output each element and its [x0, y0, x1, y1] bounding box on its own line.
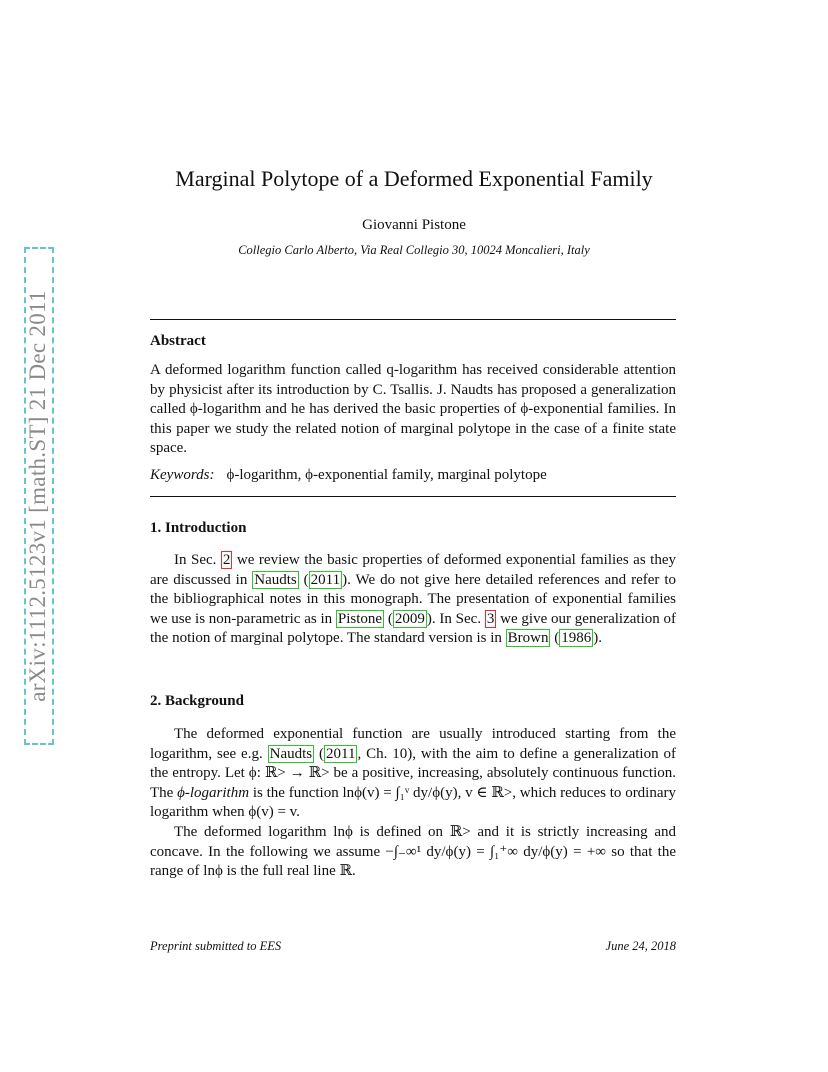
abstract-top-rule [150, 319, 676, 320]
keywords [150, 467, 547, 484]
citation-naudts-year[interactable]: 2011 [310, 571, 341, 588]
affiliation: Collegio Carlo Alberto, Via Real Collegio 30, 10024 Moncalieri, Italy [238, 243, 590, 257]
footer-preprint: Preprint submitted to EES [150, 939, 282, 953]
paper-title: Marginal Polytope of a Deformed Exponential Family [175, 166, 653, 191]
citation-naudts-year-2[interactable]: 2011 [326, 745, 356, 762]
citation-brown[interactable]: Brown [507, 630, 549, 647]
abstract-text: A deformed logarithm function called q-logarithm has received considerable attention by physicist after its introduction by C. Tsallis. J. Naudts has proposed a generalization called ϕ-logarithm and he has derived the basic properties of ϕ-exponential families. In this paper we study the related notion of marginal polytope in the case of a finite state space. [150, 362, 676, 457]
keywords-text: ϕ-logarithm, ϕ-exponential family, marginal polytope [226, 467, 547, 483]
section-link-2[interactable]: 2 [222, 552, 231, 568]
background-paragraph-1: The deformed exponential function are usually introduced starting from the logarithm, see e.g. Naudts ( 2011 , Ch. 10), with the aim to define a generalization of the entropy. Let ϕ: ℝ> → ℝ> be a positive, increasing, absolutely continuous function. The ϕ-logarithm is the function lnϕ(v) = ∫₁ᵛ dy/ϕ(y), v ∈ ℝ>, which reduces to ordinary logarithm when ϕ(v) = v. [150, 726, 677, 821]
citation-pistone[interactable]: Pistone [337, 610, 383, 627]
footer-date: June 24, 2018 [605, 939, 676, 953]
section-heading-background: 2. Background [150, 693, 244, 709]
keywords-label: Keywords: [150, 467, 215, 483]
introduction-paragraph: In Sec. 2 we review the basic properties of deformed exponential families as they are discussed in Naudts ( 2011 ). We do not give here detailed references and refer to the bibliographical notes in this monograph. The presentation of exponential families we use is non-parametric as in Pistone ( 2009 ). In Sec. 3 we give our generalization of the notion of marginal polytope. The standard version is in Brown ( 1986 ). [150, 552, 677, 647]
citation-naudts[interactable]: Naudts [254, 571, 297, 588]
background-paragraph-2: The deformed logarithm lnϕ is defined on ℝ> and it is strictly increasing and concave. In the following we assume −∫₋∞¹ dy/ϕ(y) = ∫₁⁺∞ dy/ϕ(y) = +∞ so that the range of lnϕ is the full real line ℝ. [150, 824, 676, 880]
abstract-heading: Abstract [150, 333, 206, 349]
arxiv-stamp: arXiv:1112.5123v1 [math.ST] 21 Dec 2011 [25, 290, 50, 702]
citation-naudts-2[interactable]: Naudts [269, 745, 313, 762]
author: Giovanni Pistone [362, 217, 466, 233]
section-heading-introduction: 1. Introduction [150, 520, 247, 536]
section-link-3[interactable]: 3 [486, 610, 495, 627]
citation-brown-year[interactable]: 1986 [561, 630, 592, 647]
abstract-bottom-rule [150, 496, 676, 497]
citation-pistone-year[interactable]: 2009 [394, 610, 425, 627]
